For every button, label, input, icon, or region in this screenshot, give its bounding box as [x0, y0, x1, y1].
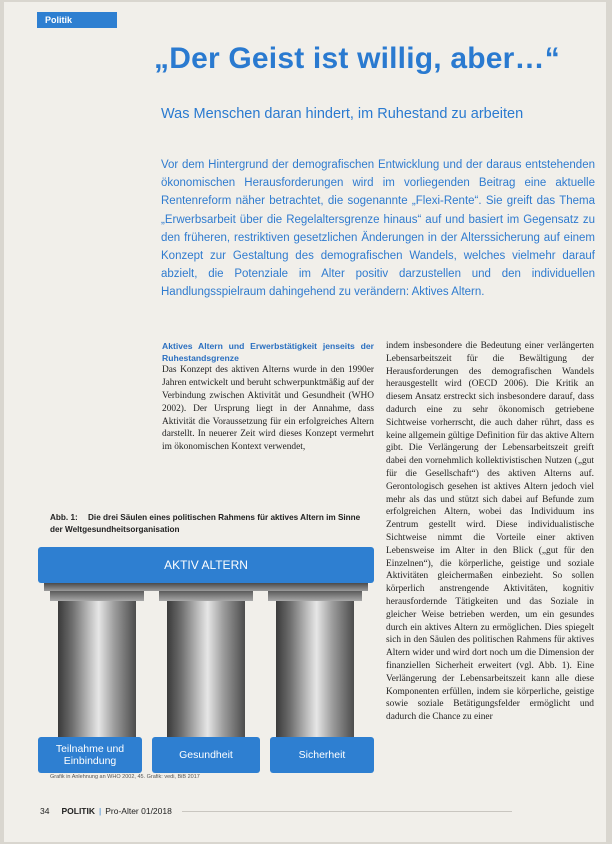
article-subtitle: Was Menschen daran hindert, im Ruhestand zu arbeiten: [161, 106, 524, 122]
pillar-right: [276, 591, 354, 739]
page-footer: [40, 806, 512, 816]
right-column-text: indem insbesondere die Bedeutung einer verlängerten Lebensarbeitszeit für die Bewältigung der Herausforderungen des demografischen Wandels herausgestellt wird (OECD 2006). Die Kritik an diesem Ansatz erstreckt sich insbesondere darauf, dass dadurch eine zu sehr ökonomisch getriebene Sichtweise vorherrscht, die auch daher rührt, dass es keine allgemein gültige Definition für das aktive Altern gibt. Die Verlängerung der Lebensarbeitszeit greift dabei den vornehmlich kollektivistischen Nutzen („gut für die Gesellschaft“) des aktiven Alterns auf. Gerontologisch gesehen ist aktives Altern jedoch viel mehr als das und stützt sich dabei auf Befunde zum erfolgreichen Altern, wobei das Individuum ins Zentrum gestellt wird. Diese individualistische Sichtweise nimmt die Vorteile einer aktiven Lebensweise im Alter in den Blick („gut für den Einzelnen“), die körperliche, geistige und soziale Aktivitäten gleichermaßen einbezieht. So sollen körperlich anstrengende Aktivitäten, kognitiv herausfordernde Tätigkeiten und das Soziale in gleicher Weise betrieben werden, um ein gesundes durch ein aktives Altern zu ermöglichen. Dies spiegelt sich in den Säulen des politischen Rahmens für aktives Altern wider und wird dort noch um die Dimension der finanziellen Sicherheit erweitert (vgl. Abb. 1). Eine Verlängerung der Lebensarbeitszeit kann alle diese Komponenten erfüllen, indem sie körperliche, geistige sowie soziale Betätigungsfelder ermöglicht und dadurch die Chance zu einer: [386, 341, 595, 723]
footer-issue: Pro-Alter 01/2018: [105, 806, 172, 816]
left-column: [162, 340, 374, 454]
figure-source: Grafik in Anlehnung an WHO 2002, 45. Grafik: vedi, BiB 2017: [50, 774, 200, 780]
figure-caption: [50, 512, 370, 535]
pillar-base-health: Gesundheit: [152, 737, 260, 773]
pillar-left: [58, 591, 136, 739]
figure-caption-text: Die drei Säulen eines politischen Rahmens für aktives Altern im Sinne der Weltgesundheitsorganisation: [50, 513, 361, 534]
figure-roof: AKTIV ALTERN: [38, 547, 374, 583]
page-number: 34: [40, 806, 50, 816]
pillar-middle: [167, 591, 245, 739]
pillar-base-security: Sicherheit: [270, 737, 374, 773]
section-tag: Politik: [37, 12, 117, 28]
left-column-text: Das Konzept des aktiven Alterns wurde in den 1990er Jahren entwickelt und beruht schwerpunktmäßig auf der Verbindung zwischen Aktivität und Gesundheit (WHO 2002). Der Ursprung liegt in der Annahme, dass Aktivität die Voraussetzung für ein erfolgreiches Altern darstellt. In neuerer Zeit wird dieses Konzept vermehrt im ökonomischen Kontext verwendet,: [162, 365, 374, 453]
footer-section: POLITIK: [61, 806, 95, 816]
pillars-figure: [38, 547, 374, 777]
roof-shadow: [44, 583, 368, 591]
footer-rule: [182, 811, 512, 812]
footer-separator: |: [99, 806, 102, 816]
figure-label: Abb. 1:: [50, 513, 78, 522]
pillar-base-participation: Teilnahme und Einbindung: [38, 737, 142, 773]
section-heading: Aktives Altern und Erwerbstätigkeit jenseits der Ruhestandsgrenze: [162, 341, 374, 364]
article-intro: Vor dem Hintergrund der demografischen Entwicklung und der daraus entstehenden ökonomischen Herausforderungen wird im vorliegenden Beitrag eine aktuelle Rentenreform näher betrachtet, die sogenannte „Flexi-Rente“. Sie greift das Thema „Erwerbsarbeit über die Regelaltersgrenze hinaus“ auf und basiert im Gegensatz zu den früheren, restriktiven gesetzlichen Änderungen in der Alterssicherung auf einem Konzept zur Gestaltung des demografischen Wandels, welches vielmehr darauf abzielt, die Potenziale im Alter positiv darzustellen und den individuellen Handlungsspielraum dahingehend zu verändern: Aktives Altern.: [161, 159, 595, 299]
magazine-page: [4, 2, 606, 842]
article-title: „Der Geist ist willig, aber…“: [154, 42, 560, 75]
